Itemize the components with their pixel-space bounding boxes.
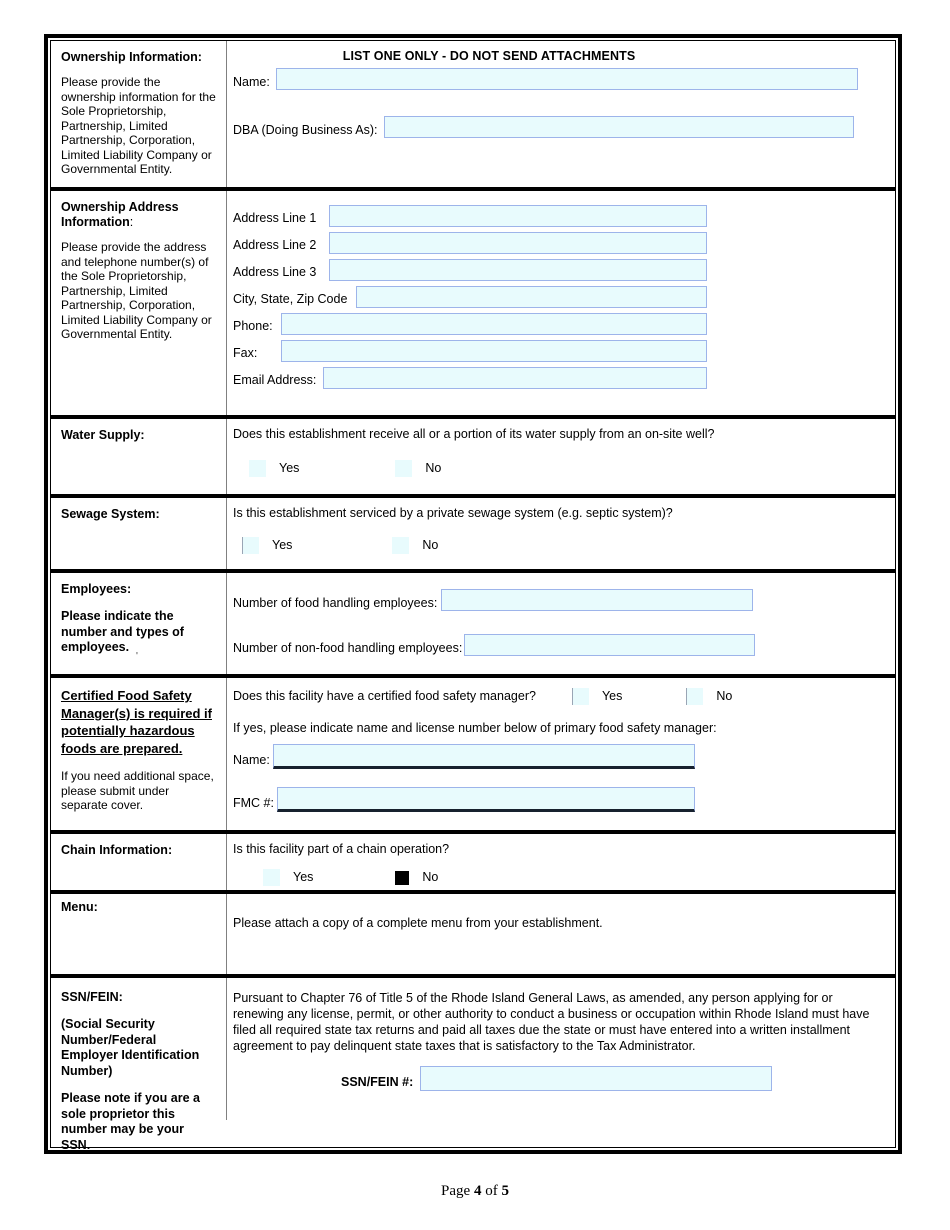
food-safety-manager-name-label: Name: (233, 753, 270, 767)
sewage-system-content-cell (227, 498, 895, 569)
section-ownership-address (51, 187, 895, 415)
chain-information-label-cell (51, 834, 227, 890)
footer-middle: of (481, 1183, 502, 1199)
menu-label-cell (51, 894, 227, 974)
ssn-fein-heading: SSN/FEIN: (61, 990, 123, 1004)
food-safety-manager-description: If you need additional space, please submit under separate cover. (61, 769, 214, 812)
ownership-label-cell (51, 41, 227, 187)
address-city-state-zip-row (233, 286, 885, 308)
employees-nonfood-row (233, 634, 885, 657)
employees-tick-mark: ' (136, 651, 138, 662)
ownership-name-input[interactable] (276, 68, 858, 90)
sewage-system-label-cell (51, 498, 227, 569)
address-phone-input[interactable] (281, 313, 707, 335)
address-heading-text: Ownership Address Information (61, 200, 179, 229)
employees-nonfood-label: Number of non-food handling employees: (233, 641, 463, 655)
address-phone-label: Phone: (233, 319, 273, 333)
ssn-fein-statute: Pursuant to Chapter 76 of Title 5 of the Rhode Island General Laws, as amended, any person applying for or renewing any license, permit, or other authority to conduct a business or occupation within Rhode Island must have filed all required state tax returns and paid all taxes due the state or must have entered into a written installment agreement to pay delinquent state taxes that is satisfactory to the Tax Administrator. (233, 991, 870, 1053)
footer-total-pages: 5 (501, 1183, 509, 1199)
chain-information-no-checkbox[interactable] (395, 871, 409, 885)
sewage-system-yes-checkbox[interactable] (242, 537, 259, 554)
address-city-state-zip-label: City, State, Zip Code (233, 292, 348, 306)
section-menu (51, 890, 895, 974)
ownership-dba-label: DBA (Doing Business As): (233, 123, 378, 137)
address-heading-colon: : (129, 215, 134, 229)
address-fields-cell (227, 191, 895, 415)
food-safety-manager-question: Does this facility have a certified food safety manager? (233, 689, 536, 703)
food-safety-manager-fmc-row (233, 787, 885, 812)
form-inner-frame (50, 40, 896, 1152)
address-line-2-row (233, 232, 885, 254)
address-line-2-label: Address Line 2 (233, 238, 317, 252)
section-ownership-information (51, 41, 895, 187)
address-line-3-label: Address Line 3 (233, 265, 317, 279)
food-safety-manager-no-option[interactable] (686, 688, 732, 705)
chain-information-content-cell (227, 834, 895, 890)
employees-heading: Employees: (61, 582, 132, 596)
water-supply-heading: Water Supply: (61, 428, 145, 442)
sewage-system-no-label: No (422, 538, 439, 552)
section-chain-information (51, 830, 895, 890)
ownership-dba-input[interactable] (384, 116, 854, 138)
address-line-3-input[interactable] (329, 259, 707, 281)
address-fax-input[interactable] (281, 340, 707, 362)
employees-fields-cell (227, 573, 895, 674)
section-employees (51, 569, 895, 674)
address-email-input[interactable] (323, 367, 707, 389)
employees-nonfood-input[interactable] (464, 634, 755, 656)
ownership-name-label: Name: (233, 75, 270, 89)
employees-food-label: Number of food handling employees: (233, 596, 438, 610)
water-supply-no-label: No (425, 461, 442, 475)
ownership-description: Please provide the ownership information for the Sole Proprietorship, Partnership, Limited Partnership, Corporation, Limited Liability Company or Governmental Entity. (61, 75, 216, 176)
address-phone-row (233, 313, 885, 335)
ssn-fein-input[interactable] (420, 1066, 772, 1091)
food-safety-manager-heading: Certified Food Safety Manager(s) is required if potentially hazardous foods are prepared. (61, 688, 212, 756)
ssn-fein-field-label: SSN/FEIN #: (341, 1075, 414, 1089)
food-safety-manager-no-checkbox[interactable] (686, 688, 703, 705)
water-supply-yes-checkbox[interactable] (249, 460, 266, 477)
employees-label-cell (51, 573, 227, 674)
address-line-2-input[interactable] (329, 232, 707, 254)
section-food-safety-manager (51, 674, 895, 830)
ssn-fein-label-cell (51, 978, 227, 1152)
food-safety-manager-name-input[interactable] (273, 744, 695, 769)
form-outer-frame (44, 34, 902, 1154)
menu-heading: Menu: (61, 900, 98, 914)
sewage-system-no-checkbox[interactable] (392, 537, 409, 554)
sewage-system-yes-option[interactable] (242, 537, 292, 554)
sewage-system-question: Is this establishment serviced by a private sewage system (e.g. septic system)? (233, 506, 673, 520)
food-safety-manager-yes-option[interactable] (572, 688, 622, 705)
ssn-fein-content-cell (227, 978, 895, 1120)
address-line-1-input[interactable] (329, 205, 707, 227)
ownership-dba-row (233, 116, 885, 139)
address-heading (61, 200, 216, 230)
food-safety-manager-instruction: If yes, please indicate name and license number below of primary food safety manager: (233, 721, 717, 735)
water-supply-question: Does this establishment receive all or a portion of its water supply from an on-site well? (233, 427, 715, 441)
ownership-fields-cell (227, 41, 895, 187)
chain-information-yes-label: Yes (293, 870, 314, 884)
chain-information-no-option[interactable] (395, 870, 438, 885)
menu-instruction: Please attach a copy of a complete menu from your establishment. (233, 916, 603, 930)
sewage-system-yes-label: Yes (272, 538, 293, 552)
ownership-name-row (233, 68, 885, 91)
address-line-1-row (233, 205, 885, 227)
address-fax-row (233, 340, 885, 362)
ssn-fein-note: Please note if you are a sole proprietor this number may be your SSN. (61, 1091, 200, 1152)
section-water-supply (51, 415, 895, 494)
food-safety-manager-name-row (233, 744, 885, 769)
water-supply-yes-option[interactable] (249, 460, 299, 477)
chain-information-heading: Chain Information: (61, 843, 173, 857)
employees-food-row (233, 589, 885, 612)
ssn-fein-field-row (341, 1066, 881, 1091)
address-label-cell (51, 191, 227, 415)
section-ssn-fein (51, 974, 895, 1152)
menu-content-cell (227, 894, 895, 974)
food-safety-manager-fmc-input[interactable] (277, 787, 695, 812)
sewage-system-heading: Sewage System: (61, 507, 160, 521)
chain-information-question: Is this facility part of a chain operation? (233, 842, 450, 856)
page-footer (0, 1183, 950, 1200)
water-supply-no-option[interactable] (395, 460, 441, 477)
address-line-1-label: Address Line 1 (233, 211, 317, 225)
chain-information-yes-checkbox[interactable] (263, 869, 280, 886)
water-supply-label-cell (51, 419, 227, 494)
food-safety-manager-label-cell (51, 678, 227, 830)
sewage-system-no-option[interactable] (392, 537, 438, 554)
food-safety-manager-no-label: No (716, 689, 733, 703)
chain-information-yes-option[interactable] (263, 869, 313, 886)
ssn-fein-subheading: (Social Security Number/Federal Employer Identification Number) (61, 1017, 200, 1078)
employees-description: Please indicate the number and types of employees. (61, 609, 184, 654)
address-fax-label: Fax: (233, 346, 258, 360)
address-email-row (233, 367, 885, 389)
ownership-heading: Ownership Information: (61, 50, 202, 64)
food-safety-manager-yes-checkbox[interactable] (572, 688, 589, 705)
address-description: Please provide the address and telephone number(s) of the Sole Proprietorship, Partnership, Limited Partnership, Corporation, Limited Liability Company or Governmental Entity. (61, 240, 212, 341)
water-supply-yes-label: Yes (279, 461, 300, 475)
section-sewage-system (51, 494, 895, 569)
food-safety-manager-content-cell (227, 678, 895, 830)
chain-information-no-label: No (422, 870, 439, 884)
footer-prefix: Page (441, 1183, 474, 1199)
address-email-label: Email Address: (233, 373, 317, 387)
address-city-state-zip-input[interactable] (356, 286, 707, 308)
footer-page-number: 4 (473, 1183, 482, 1199)
water-supply-no-checkbox[interactable] (395, 460, 412, 477)
water-supply-content-cell (227, 419, 895, 494)
food-safety-manager-fmc-label: FMC #: (233, 796, 274, 810)
address-line-3-row (233, 259, 885, 281)
food-safety-manager-yes-label: Yes (601, 689, 623, 703)
ownership-banner: LIST ONE ONLY - DO NOT SEND ATTACHMENTS (342, 49, 636, 63)
employees-food-input[interactable] (441, 589, 753, 611)
